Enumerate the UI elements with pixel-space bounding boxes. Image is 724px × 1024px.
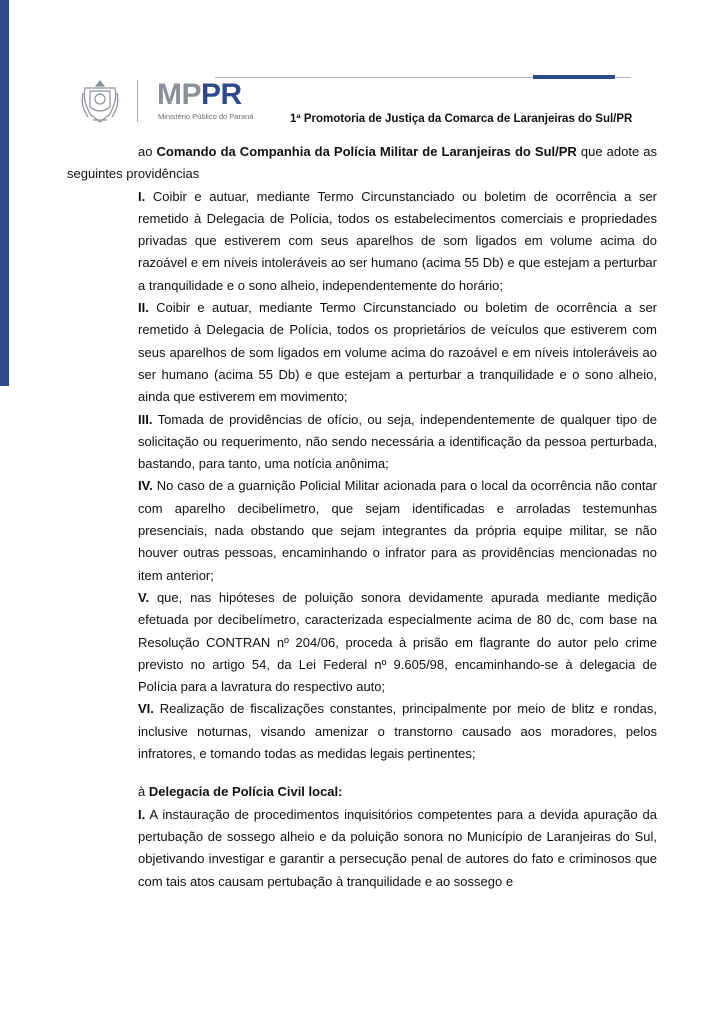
- intro-recipient: Comando da Companhia da Polícia Militar de Laranjeiras do Sul/PR: [156, 144, 577, 159]
- item-number: I.: [138, 806, 146, 822]
- item-number: IV.: [138, 478, 153, 494]
- item-number: V.: [138, 589, 150, 605]
- pm-item: [138, 475, 657, 586]
- item-text: que, nas hipóteses de poluição sonora devidamente apurada mediante medição efetuada por decibelímetro, caracterizada especialmente acima de 80 dc, com base na Resolução CONTRAN nº 204/06, proceda à prisão em flagrante do autor pelo crime previsto no artigo 54, da Lei Federal nº 9.605/98, encaminhando-se à delegacia de Polícia para a lavratura do respectivo auto;: [138, 589, 657, 695]
- header-title: 1ª Promotoria de Justiça da Comarca de Laranjeiras do Sul/PR: [290, 113, 633, 125]
- item-text: Coibir e autuar, mediante Termo Circunstanciado ou boletim de ocorrência a ser remetido à Delegacia de Polícia, todos os proprietários de veículos que estiverem com seus aparelhos de som ligados em volume acima do razoável e em níveis intoleráveis ao ser humano (acima 55 Db) e que estejam a perturbar a tranquilidade e o sono alheio, ainda que estiverem em movimento;: [138, 300, 657, 405]
- delegacia-recipient: Delegacia de Polícia Civil local:: [148, 784, 343, 800]
- delegacia-heading: [138, 781, 657, 803]
- pm-item: [138, 186, 657, 297]
- intro-paragraph: [67, 141, 657, 186]
- pm-item: [138, 297, 657, 408]
- document-body: [67, 141, 657, 893]
- header-accent: [533, 75, 615, 79]
- logo-mp: MP: [157, 78, 201, 111]
- pm-item: [138, 587, 657, 698]
- logo-pr: PR: [201, 78, 242, 111]
- item-text: A instauração de procedimentos inquisitórios competentes para a devida apuração da pertubação de sossego alheio e da poluição sonora no Município de Laranjeiras do Sul, objetivando investigar e garantir a persecução penal de autores do fato e criminosos que com tais atos causam pertubação à tranquilidade e ao sossego e: [138, 806, 657, 889]
- pm-item: [138, 409, 657, 476]
- item-text: Tomada de providências de ofício, ou seja, independentemente de qualquer tipo de solicitação ou requerimento, não sendo necessária a identificação da pessoa perturbada, bastando, para tanto, uma notícia anônima;: [138, 411, 657, 472]
- item-text: Coibir e autuar, mediante Termo Circunstanciado ou boletim de ocorrência a ser remetido à Delegacia de Polícia, todos os estabelecimentos comerciais e propriedades privadas que estiverem com seus aparelhos de som ligados em volume acima do razoável e em níveis intoleráveis ao ser humano (acima 55 Db) e que estejam a perturbar a tranquilidade e o sono alheio, independentemente do horário;: [138, 188, 657, 293]
- intro-post: que adote as seguintes providências: [67, 144, 657, 182]
- item-number: VI.: [138, 701, 154, 717]
- intro-pre: ao: [138, 144, 157, 159]
- logo-divider: [137, 80, 138, 122]
- left-accent-bar: [0, 0, 9, 386]
- item-text: Realização de fiscalizações constantes, principalmente por meio de blitz e rondas, inclusive noturnas, visando amenizar o transtorno causado aos moradores, pelos infratores, e tomando todas as medidas legais pertinentes;: [138, 701, 657, 762]
- mppr-logo: [157, 80, 242, 110]
- item-number: III.: [138, 411, 153, 427]
- section-gap: [67, 765, 657, 781]
- logo-subtitle: Ministério Público do Paraná: [158, 112, 254, 121]
- parana-coat-of-arms-icon: [79, 79, 121, 125]
- pm-item: [138, 698, 657, 765]
- item-number: II.: [138, 300, 149, 316]
- item-number: I.: [138, 188, 146, 204]
- delegacia-pre: à: [138, 784, 149, 800]
- item-text: No caso de a guarnição Policial Militar acionada para o local da ocorrência não contar com aparelho decibelímetro, que sejam identificadas e arroladas testemunhas presenciais, nada obstando que sejam integrantes da própria equipe militar, se não houver outras pessoas, encaminhando o infrator para as providências mencionadas no item anterior;: [138, 478, 657, 583]
- delegacia-item: [138, 804, 657, 893]
